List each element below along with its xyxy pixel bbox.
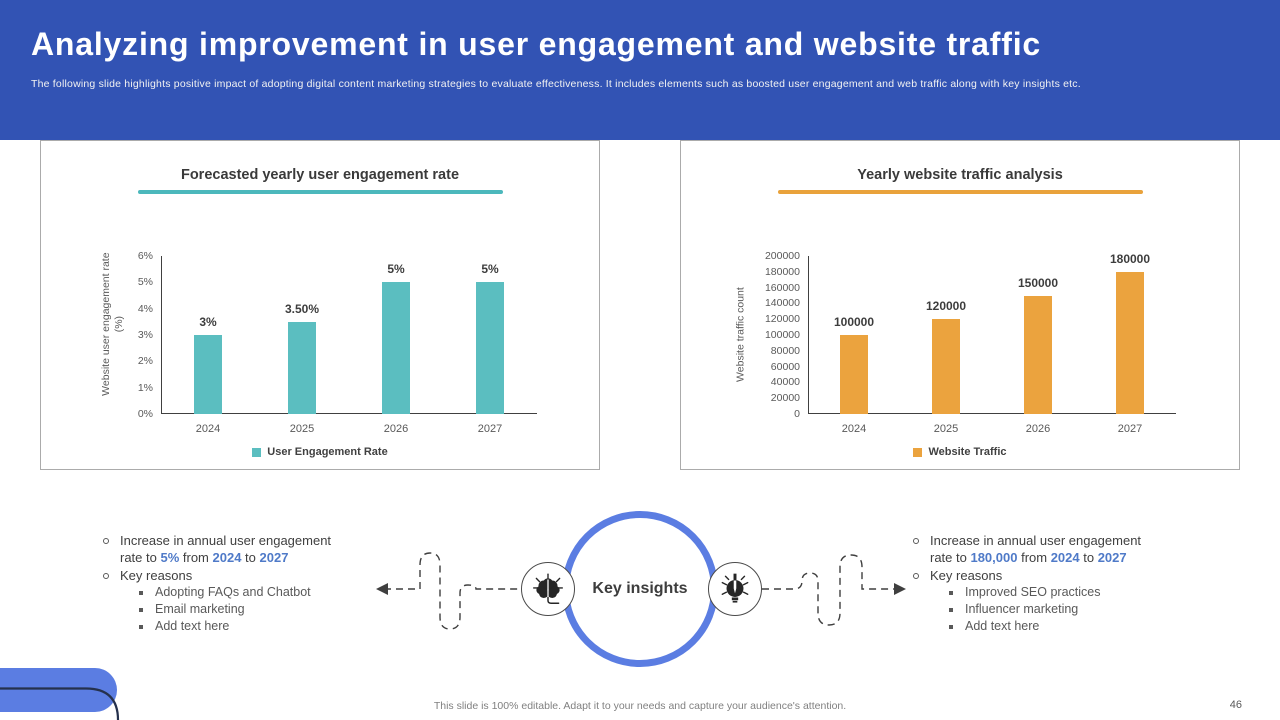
x-axis-tick-label: 2025 xyxy=(289,423,315,435)
brain-icon-circle xyxy=(521,562,575,616)
insight-text xyxy=(930,532,1165,567)
text-segment: to xyxy=(1079,550,1098,566)
circle-bullet-icon xyxy=(103,573,109,579)
list-item xyxy=(949,601,1165,618)
square-bullet-icon xyxy=(139,608,143,612)
highlighted-value: 180,000 xyxy=(970,550,1018,566)
list-item xyxy=(139,618,355,635)
y-axis-tick-label: 3% xyxy=(137,329,153,341)
header-banner xyxy=(0,0,1280,140)
text-segment: Increase in annual user engagement rate to xyxy=(930,533,1142,566)
y-axis-title: Website user engagement rate (%) xyxy=(99,252,125,396)
y-axis-tick-label: 0 xyxy=(794,408,800,420)
right-dashed-connector-arrow xyxy=(758,541,906,637)
right-insights-list xyxy=(913,532,1165,636)
y-axis-tick-label: 2% xyxy=(137,355,153,368)
x-axis-tick-label: 2027 xyxy=(477,423,503,435)
bar-2027 xyxy=(476,282,504,414)
y-axis-tick-label: 80000 xyxy=(770,344,800,357)
y-axis-tick-label: 120000 xyxy=(764,313,800,326)
x-axis-tick-label: 2025 xyxy=(933,423,959,435)
data-label: 5% xyxy=(481,262,499,277)
lightbulb-pencil-icon xyxy=(717,571,753,607)
text-segment: from xyxy=(179,550,213,566)
x-axis-tick-label: 2027 xyxy=(1117,423,1143,435)
y-axis-tick-label: 5% xyxy=(137,276,153,289)
y-axis-tick-label: 20000 xyxy=(770,392,800,405)
insight-text: Key reasons xyxy=(930,567,1003,583)
bar-2024 xyxy=(840,335,868,414)
y-axis-title: Website traffic count xyxy=(734,287,747,382)
legend-swatch xyxy=(913,448,922,457)
data-label: 3% xyxy=(199,315,217,329)
highlighted-value: 5% xyxy=(160,550,180,566)
chart-title: Yearly website traffic analysis xyxy=(857,167,1063,183)
bar-2026 xyxy=(1024,296,1052,415)
square-bullet-icon xyxy=(139,591,143,595)
data-label: 5% xyxy=(387,262,405,277)
page-title: Analyzing improvement in user engagement and website traffic xyxy=(31,26,1041,62)
x-axis-tick-label: 2024 xyxy=(841,423,867,435)
list-item xyxy=(103,532,355,567)
insight-text xyxy=(120,532,355,567)
chart-title-underline xyxy=(138,190,503,194)
page-subtitle: The following slide highlights positive impact of adopting digital content marketing strategies to evaluate effectiveness. It includes elements such as boosted user engagement and web traffic along with key insights etc. xyxy=(31,77,1081,90)
y-axis-tick-label: 4% xyxy=(137,302,153,315)
engagement-chart-panel xyxy=(40,140,600,470)
list-item xyxy=(139,601,355,618)
bar-2027 xyxy=(1116,272,1144,414)
list-item xyxy=(103,567,355,584)
footer-note: This slide is 100% editable. Adapt it to your needs and capture your audience's attention. xyxy=(433,700,847,712)
x-axis-tick-label: 2026 xyxy=(1025,423,1051,435)
text-segment: from xyxy=(1017,550,1051,566)
data-label: 150000 xyxy=(1017,275,1059,290)
y-axis-tick-label: 60000 xyxy=(770,360,800,373)
bar-2025 xyxy=(932,319,960,414)
list-item xyxy=(949,618,1165,635)
y-axis-tick-label: 0% xyxy=(137,408,153,420)
square-bullet-icon xyxy=(949,591,953,595)
list-item xyxy=(913,532,1165,567)
list-item xyxy=(913,567,1165,584)
y-axis-tick-label: 1% xyxy=(137,381,153,394)
data-label: 180000 xyxy=(1109,251,1151,266)
key-insights-circle xyxy=(562,511,718,667)
legend-label: Website Traffic xyxy=(928,446,1007,458)
square-bullet-icon xyxy=(949,608,953,612)
legend-swatch xyxy=(252,448,261,457)
data-label: 120000 xyxy=(925,299,967,314)
y-axis-tick-label: 180000 xyxy=(764,265,800,278)
x-axis-tick-label: 2024 xyxy=(195,423,221,435)
brain-icon xyxy=(530,571,566,607)
sub-item-text: Improved SEO practices xyxy=(965,584,1101,599)
circle-bullet-icon xyxy=(103,538,109,544)
square-bullet-icon xyxy=(949,625,953,629)
text-segment: to xyxy=(241,550,260,566)
legend-label: User Engagement Rate xyxy=(267,446,388,458)
page-number: 46 xyxy=(1229,699,1242,711)
left-dashed-connector-arrow xyxy=(376,541,522,637)
sub-item-text: Email marketing xyxy=(155,602,245,617)
left-insights-list xyxy=(103,532,355,636)
square-bullet-icon xyxy=(139,625,143,629)
insight-text: Key reasons xyxy=(120,567,193,583)
highlighted-value: 2024 xyxy=(1050,550,1080,566)
y-axis-tick-label: 140000 xyxy=(764,297,800,310)
bar-2026 xyxy=(382,282,410,414)
bar-2024 xyxy=(194,335,222,414)
sub-item-text: Influencer marketing xyxy=(965,602,1079,617)
list-item xyxy=(949,584,1165,601)
traffic-chart-panel xyxy=(680,140,1240,470)
text-segment: Increase in annual user engagement rate to xyxy=(120,533,332,566)
chart-title-underline xyxy=(778,190,1143,194)
x-axis-tick-label: 2026 xyxy=(383,423,409,435)
y-axis-tick-label: 100000 xyxy=(764,329,800,341)
circle-bullet-icon xyxy=(913,538,919,544)
data-label: 100000 xyxy=(833,315,875,329)
sub-item-text: Add text here xyxy=(965,619,1040,634)
key-insights-label: Key insights xyxy=(592,580,688,597)
chart-legend xyxy=(681,446,1239,458)
y-axis-tick-label: 6% xyxy=(137,250,153,262)
highlighted-value: 2024 xyxy=(212,550,242,566)
lightbulb-icon-circle xyxy=(708,562,762,616)
circle-bullet-icon xyxy=(913,573,919,579)
list-item xyxy=(139,584,355,601)
chart-title: Forecasted yearly user engagement rate xyxy=(180,167,460,183)
y-axis-tick-label: 40000 xyxy=(770,376,800,389)
sub-item-text: Add text here xyxy=(155,619,230,634)
highlighted-value: 2027 xyxy=(1097,550,1127,566)
chart-legend xyxy=(41,446,599,458)
bar-2025 xyxy=(288,322,316,414)
y-axis-tick-label: 160000 xyxy=(764,281,800,294)
y-axis-tick-label: 200000 xyxy=(764,250,800,262)
highlighted-value: 2027 xyxy=(259,550,289,566)
data-label: 3.50% xyxy=(284,301,320,316)
sub-item-text: Adopting FAQs and Chatbot xyxy=(155,584,311,599)
